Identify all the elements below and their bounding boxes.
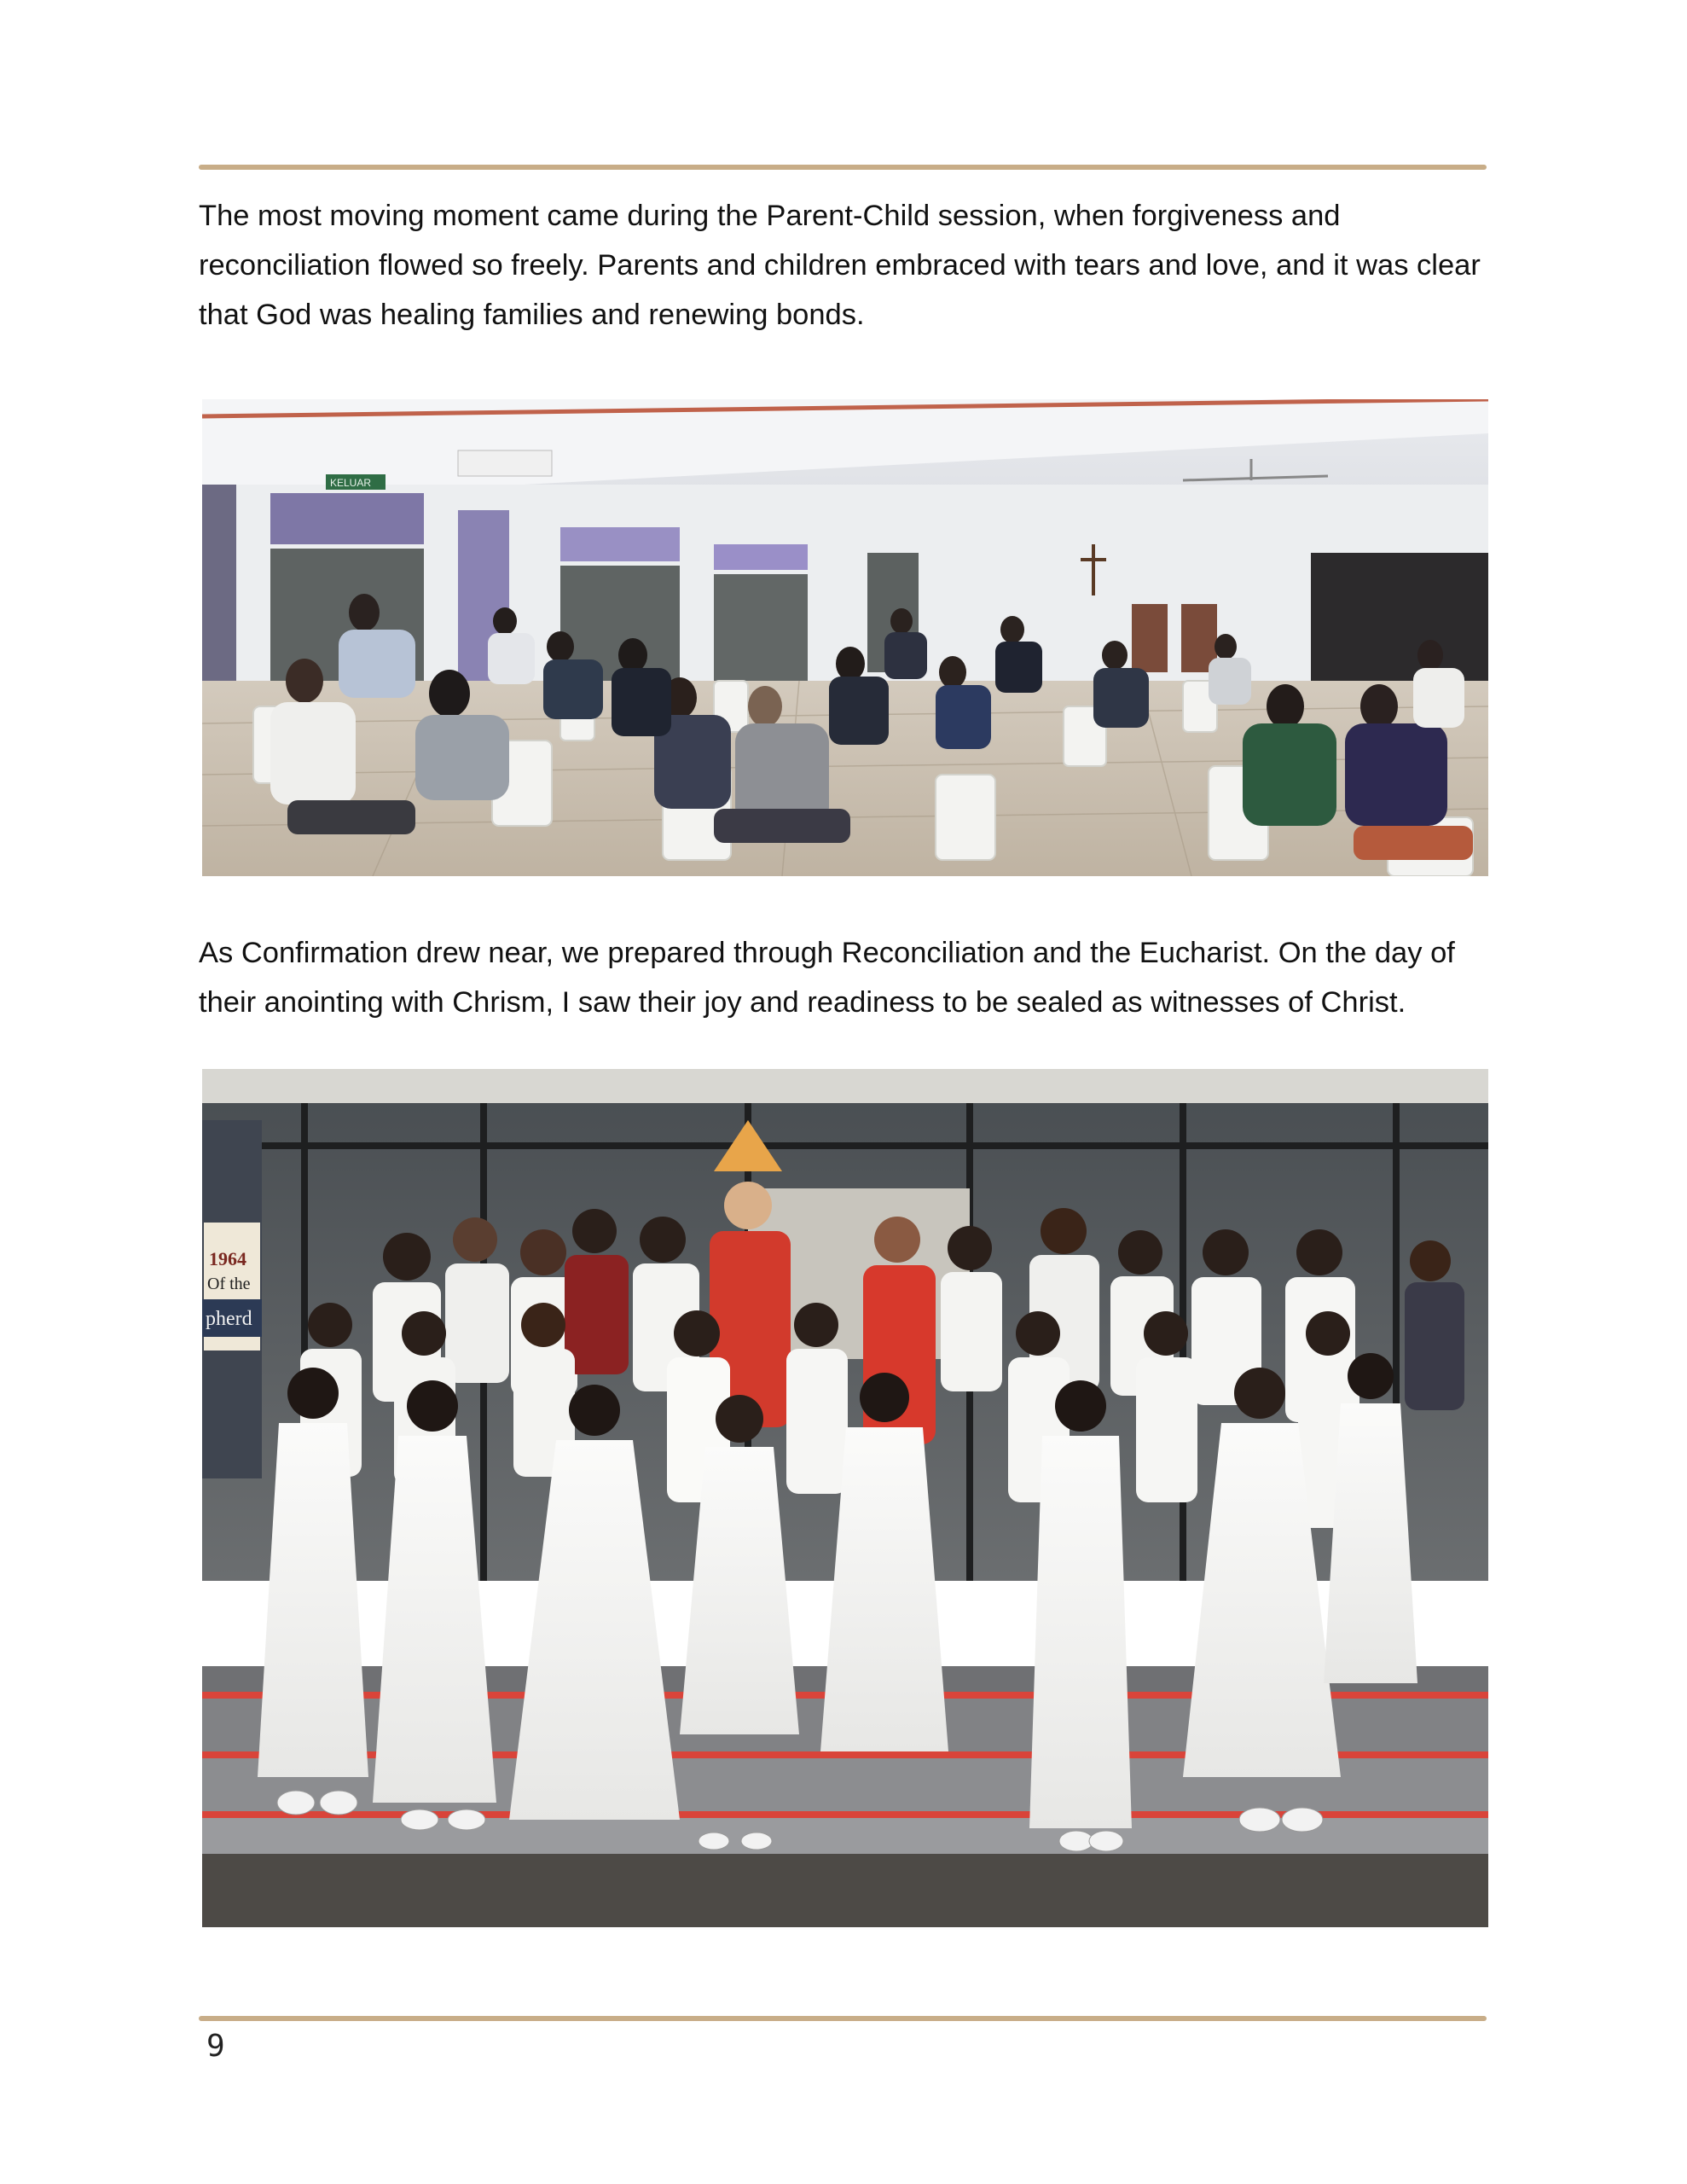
banner-of-the: Of the [207,1275,251,1293]
banner-shepherd: pherd [206,1308,252,1330]
paragraph-parent-child: The most moving moment came during the Parent-Child session, when forgiveness and reconciliation flowed so freely. Parents and children embraced with tears and love, and it was clear that God was healing families and renewing bonds. [199,200,1481,331]
top-rule [199,165,1487,170]
exit-sign-text: KELUAR [330,477,372,489]
page-number: 9 [206,2029,225,2064]
confirmation-group-photo [202,1069,1488,1927]
banner-year: 1964 [209,1248,246,1269]
bottom-rule [199,2016,1487,2021]
parent-child-session-photo [202,399,1488,876]
paragraph-confirmation: As Confirmation drew near, we prepared through Reconciliation and the Eucharist. On the day of their anointing with Chrism, I saw their joy and readiness to be sealed as witnesses of Christ. [199,937,1455,1019]
